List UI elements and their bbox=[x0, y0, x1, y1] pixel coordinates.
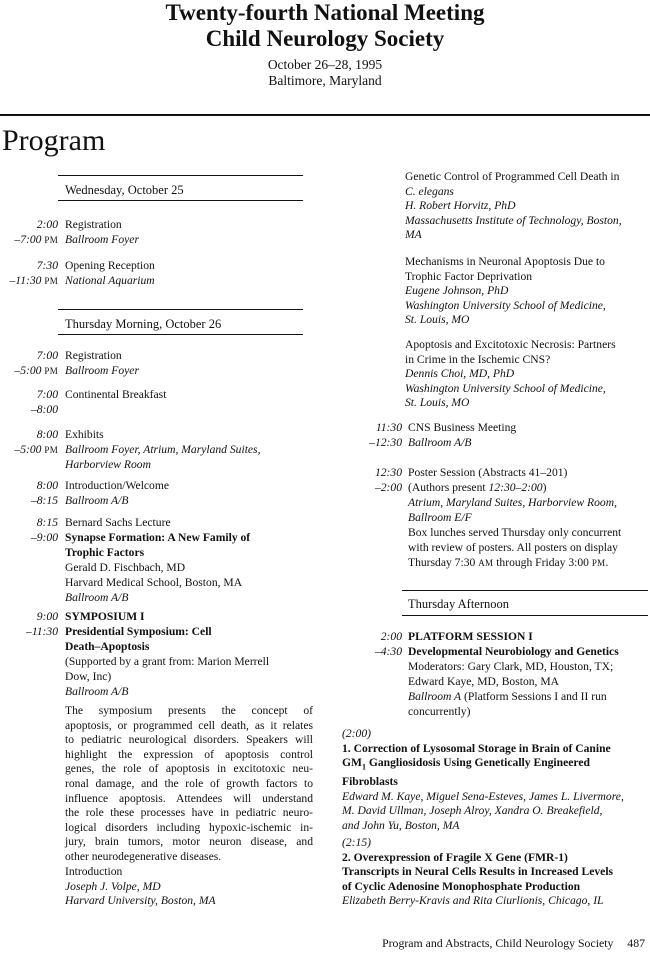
time-end: –11:30 bbox=[9, 274, 42, 287]
speaker-name: Joseph J. Volpe, MD bbox=[65, 879, 161, 893]
abstract-title: 2. Overexpression of Fragile X Gene (FMR-1) bbox=[342, 850, 568, 864]
abstract-title: Transcripts in Neural Cells Results in Increased Levels bbox=[342, 865, 614, 879]
introduction bbox=[65, 865, 315, 909]
talk-title: Genetic Control of Programmed Cell Death in bbox=[405, 170, 620, 183]
time-start: 8:00 bbox=[36, 428, 58, 441]
page-footer bbox=[300, 936, 645, 951]
speaker-affiliation: Massachusetts Institute of Technology, Boston, bbox=[405, 213, 622, 227]
para-line: The symposium presents the concept of bbox=[65, 704, 313, 717]
support-note: (Supported by a grant from: Marion Merrell bbox=[65, 655, 270, 668]
item-place: Ballroom A/B bbox=[65, 685, 129, 698]
society-name: Child Neurology Society bbox=[205, 26, 445, 51]
item-title: SYMPOSIUM I bbox=[65, 610, 145, 623]
para-line: apoptosis, or programmed cell death, as it relates bbox=[65, 718, 313, 732]
item-title: Continental Breakfast bbox=[65, 388, 167, 401]
time-ampm: AM bbox=[478, 558, 494, 568]
item-place: Ballroom A/B bbox=[65, 591, 129, 604]
abstract-authors: M. David Ullman, Joseph Alroy, Xandra O. Breakefield, bbox=[342, 804, 603, 818]
speaker-name: Dennis Choi, MD, PhD bbox=[405, 367, 515, 381]
item-title: Exhibits bbox=[65, 428, 104, 441]
item-place: Ballroom Foyer, Atrium, Maryland Suites, bbox=[65, 443, 261, 456]
abstract-title-text: GM bbox=[342, 756, 362, 770]
item-place: Atrium, Maryland Suites, Harborview Room, bbox=[408, 496, 617, 509]
speaker-affiliation: Washington University School of Medicine, bbox=[405, 381, 606, 395]
time-start: 2:00 bbox=[380, 630, 402, 643]
time-end: –11:30 bbox=[26, 625, 58, 638]
poster-note-text: through Friday 3:00 bbox=[493, 556, 592, 569]
talk-title: Apoptosis and Excitotoxic Necrosis: Partners bbox=[405, 338, 616, 351]
authors-present-close: ) bbox=[542, 481, 547, 494]
para-line: other neurodegenerative diseases. bbox=[65, 849, 222, 863]
speaker-affiliation: Washington University School of Medicine, bbox=[405, 298, 606, 312]
item-title: Opening Reception bbox=[65, 259, 155, 272]
footer-text: Program and Abstracts, Child Neurology Society bbox=[382, 936, 614, 950]
platform-room bbox=[408, 690, 648, 705]
item-title: PLATFORM SESSION I bbox=[408, 630, 533, 643]
speaker-name: H. Robert Horvitz, PhD bbox=[405, 199, 516, 213]
time-start: 11:30 bbox=[375, 421, 402, 434]
time-ampm: PM bbox=[44, 235, 58, 245]
authors-present-text: (Authors present bbox=[408, 481, 489, 494]
time-end: –7:00 bbox=[14, 233, 42, 246]
abstract-authors: and John Yu, Boston, MA bbox=[342, 818, 460, 832]
speaker-affiliation: MA bbox=[405, 228, 422, 242]
time-end: –9:00 bbox=[30, 531, 58, 544]
symposium-description bbox=[65, 704, 313, 865]
abstract-title: of Cyclic Adenosine Monophosphate Production bbox=[342, 879, 581, 893]
item-title: Presidential Symposium: Cell bbox=[65, 625, 212, 638]
time-ampm: PM bbox=[591, 558, 606, 568]
para-line: to pediatric neurological disorders. Speakers will bbox=[65, 733, 313, 747]
talk-title: Mechanisms in Neuronal Apoptosis Due to bbox=[405, 255, 605, 268]
abstract-authors: Elizabeth Berry-Kravis and Rita Ciurlionis, Chicago, IL bbox=[342, 894, 604, 908]
abstract-title bbox=[342, 756, 648, 775]
time-end: –12:30 bbox=[369, 436, 402, 449]
time-start: 8:00 bbox=[36, 479, 58, 492]
item-title: Bernard Sachs Lecture bbox=[65, 516, 171, 529]
time-start: 12:30 bbox=[374, 466, 402, 479]
time-start: 8:15 bbox=[36, 516, 58, 529]
item-title: Synapse Formation: A New Family of bbox=[65, 531, 251, 544]
abstract-title: 1. Correction of Lysosomal Storage in Brain of Canine bbox=[342, 741, 611, 755]
item-place: National Aquarium bbox=[65, 274, 155, 287]
poster-note: Box lunches served Thursday only concurrent bbox=[408, 526, 622, 539]
day-label: Wednesday, October 25 bbox=[65, 183, 184, 197]
day-label: Thursday Afternoon bbox=[408, 597, 510, 611]
item-title: Poster Session (Abstracts 41–201) bbox=[408, 466, 568, 479]
para-line: jury, brain tumors, motor neuron disease, and bbox=[65, 835, 313, 849]
item-title: Developmental Neurobiology and Genetics bbox=[408, 645, 619, 658]
time-end: –4:30 bbox=[374, 645, 402, 658]
item-place: Ballroom A/B bbox=[408, 436, 472, 449]
speaker-affiliation: Harvard Medical School, Boston, MA bbox=[65, 576, 243, 589]
time-end: –5:00 bbox=[14, 443, 42, 456]
talk-title: in Crime in the Ischemic CNS? bbox=[405, 352, 551, 366]
time-start: 2:00 bbox=[36, 218, 58, 231]
time-end: –5:00 bbox=[14, 364, 42, 377]
time-start: 7:00 bbox=[36, 349, 58, 362]
abstract-entry bbox=[342, 836, 648, 909]
talk-title: Trophic Factor Deprivation bbox=[405, 269, 533, 283]
symposium-talk bbox=[405, 338, 648, 411]
item-title: Death–Apoptosis bbox=[65, 640, 150, 653]
para-line: logical disorders including hypoxic-ischemic in- bbox=[65, 820, 313, 834]
para-line: highlight the expression of apoptosis control bbox=[65, 747, 313, 761]
meeting-dates: October 26–28, 1995 bbox=[267, 57, 383, 72]
time-start: 9:00 bbox=[36, 610, 58, 623]
authors-present-time: 12:30–2:00 bbox=[488, 481, 543, 494]
time-ampm: PM bbox=[44, 366, 58, 376]
speaker-name: Eugene Johnson, PhD bbox=[405, 284, 509, 298]
abstract-entry bbox=[342, 727, 648, 833]
header-rule bbox=[0, 114, 650, 116]
item-place: Ballroom E/F bbox=[408, 511, 472, 524]
item-title: Registration bbox=[65, 218, 122, 231]
moderators: Edward Kaye, MD, Boston, MA bbox=[408, 675, 560, 688]
speaker-affiliation: Harvard University, Boston, MA bbox=[65, 894, 216, 908]
talk-title: C. elegans bbox=[405, 184, 454, 198]
authors-present bbox=[408, 481, 648, 496]
item-place: Ballroom Foyer bbox=[65, 233, 139, 246]
speaker-affiliation: St. Louis, MO bbox=[405, 396, 470, 410]
time-ampm: PM bbox=[44, 276, 58, 286]
subscript: 1 bbox=[361, 762, 366, 772]
support-note: Dow, Inc) bbox=[65, 670, 112, 683]
symposium-talk bbox=[405, 255, 648, 328]
item-place: Ballroom Foyer bbox=[65, 364, 139, 377]
abstract-authors: Edward M. Kaye, Miguel Sena-Esteves, James L. Livermore, bbox=[342, 789, 624, 803]
item-place: Ballroom A/B bbox=[65, 494, 129, 507]
para-line: ronal damage, and the role of growth factors to bbox=[65, 776, 313, 790]
intro-label: Introduction bbox=[65, 865, 123, 878]
abstract-time: (2:00) bbox=[342, 727, 371, 740]
time-end: –8:00 bbox=[30, 403, 58, 416]
meeting-location: Baltimore, Maryland bbox=[268, 73, 382, 88]
para-line: influence apoptosis. Attendees will understand bbox=[65, 791, 313, 805]
item-place: Harborview Room bbox=[65, 458, 151, 471]
platform-note: (Platform Sessions I and II run bbox=[461, 690, 607, 703]
item-title: Trophic Factors bbox=[65, 546, 145, 559]
symposium-talk bbox=[405, 170, 648, 243]
time-end: –8:15 bbox=[30, 494, 58, 507]
poster-note: with review of posters. All posters on display bbox=[408, 541, 618, 554]
para-line: the role these processes have in pediatric neuro- bbox=[65, 806, 313, 820]
page-number: 487 bbox=[627, 936, 645, 950]
time-ampm: PM bbox=[44, 445, 58, 455]
poster-note-text: . bbox=[605, 556, 609, 569]
item-place: Ballroom A bbox=[408, 690, 462, 703]
abstract-title-text: Gangliosidosis Using Genetically Engineered bbox=[365, 756, 590, 770]
poster-note-text: Thursday 7:30 bbox=[408, 556, 479, 569]
item-title: Registration bbox=[65, 349, 122, 362]
para-line: genes, the role of apoptosis in excitotoxic neu- bbox=[65, 762, 313, 776]
time-start: 7:00 bbox=[36, 388, 58, 401]
abstract-title: Fibroblasts bbox=[342, 775, 398, 789]
time-start: 7:30 bbox=[36, 259, 58, 272]
moderators: Moderators: Gary Clark, MD, Houston, TX; bbox=[408, 660, 614, 673]
poster-note bbox=[408, 556, 648, 571]
item-title: Introduction/Welcome bbox=[65, 479, 170, 492]
page-title: Program bbox=[2, 124, 106, 157]
abstract-time: (2:15) bbox=[342, 836, 371, 849]
platform-note: concurrently) bbox=[408, 705, 471, 718]
day-label: Thursday Morning, October 26 bbox=[65, 317, 222, 331]
speaker-affiliation: St. Louis, MO bbox=[405, 313, 470, 327]
speaker-name: Gerald D. Fischbach, MD bbox=[65, 561, 186, 574]
meeting-title: Twenty-fourth National Meeting bbox=[165, 0, 485, 25]
time-end: –2:00 bbox=[374, 481, 402, 494]
item-title: CNS Business Meeting bbox=[408, 421, 517, 434]
